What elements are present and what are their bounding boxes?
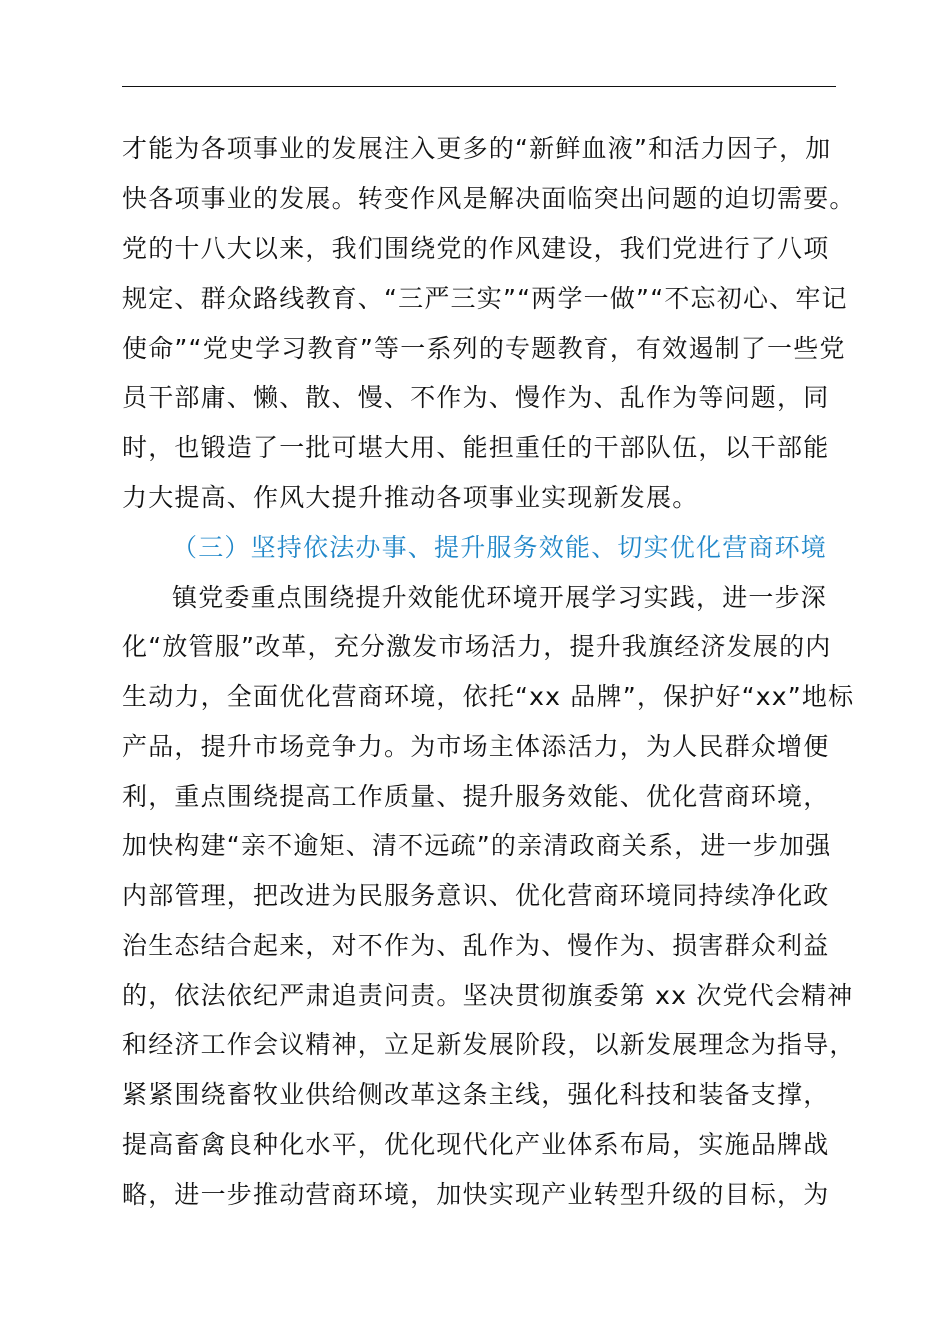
- paragraph-line: 内部管理，把改进为民服务意识、优化营商环境同持续净化政: [122, 881, 830, 910]
- paragraph-line: 紧紧围绕畜牧业供给侧改革这条主线，强化科技和装备支撑，: [122, 1080, 830, 1109]
- paragraph-line: 和经济工作会议精神，立足新发展阶段，以新发展理念为指导，: [122, 1030, 856, 1059]
- paragraph-line: 产品，提升市场竞争力。为市场主体添活力，为人民群众增便: [122, 732, 830, 761]
- paragraph-line: 提高畜禽良种化水平，优化现代化产业体系布局，实施品牌战: [122, 1130, 830, 1159]
- paragraph-line: 时，也锻造了一批可堪大用、能担重任的干部队伍，以干部能: [122, 433, 830, 462]
- paragraph-line: 化“放管服”改革，充分激发市场活力，提升我旗经济发展的内: [122, 632, 832, 661]
- paragraph-line: 快各项事业的发展。转变作风是解决面临突出问题的迫切需要。: [122, 184, 856, 213]
- paragraph-line: 略，进一步推动营商环境，加快实现产业转型升级的目标，为: [122, 1180, 830, 1209]
- paragraph-line: 力大提高、作风大提升推动各项事业实现新发展。: [122, 483, 699, 512]
- paragraph-line: 规定、群众路线教育、“三严三实”“两学一做”“不忘初心、牢记: [122, 284, 848, 313]
- paragraph-line: 生动力，全面优化营商环境，依托“xx 品牌”，保护好“xx”地标: [122, 682, 855, 711]
- paragraph-line: 的，依法依纪严肃追责问责。坚决贯彻旗委第 xx 次党代会精神: [122, 981, 854, 1010]
- paragraph-line: 才能为各项事业的发展注入更多的“新鲜血液”和活力因子，加: [122, 134, 832, 163]
- paragraph-line: 治生态结合起来，对不作为、乱作为、慢作为、损害群众利益: [122, 931, 830, 960]
- paragraph-line: 镇党委重点围绕提升效能优环境开展学习实践，进一步深: [172, 583, 828, 612]
- paragraph-line: 加快构建“亲不逾矩、清不远疏”的亲清政商关系，进一步加强: [122, 831, 832, 860]
- paragraph-line: 员干部庸、懒、散、慢、不作为、慢作为、乱作为等问题，同: [122, 383, 830, 412]
- section-heading: （三）坚持依法办事、提升服务效能、切实优化营商环境: [172, 533, 828, 562]
- header-rule: [122, 86, 836, 87]
- paragraph-line: 党的十八大以来，我们围绕党的作风建设，我们党进行了八项: [122, 234, 830, 263]
- paragraph-line: 使命”“党史学习教育”等一系列的专题教育，有效遏制了一些党: [122, 334, 846, 363]
- paragraph-line: 利，重点围绕提高工作质量、提升服务效能、优化营商环境，: [122, 782, 830, 811]
